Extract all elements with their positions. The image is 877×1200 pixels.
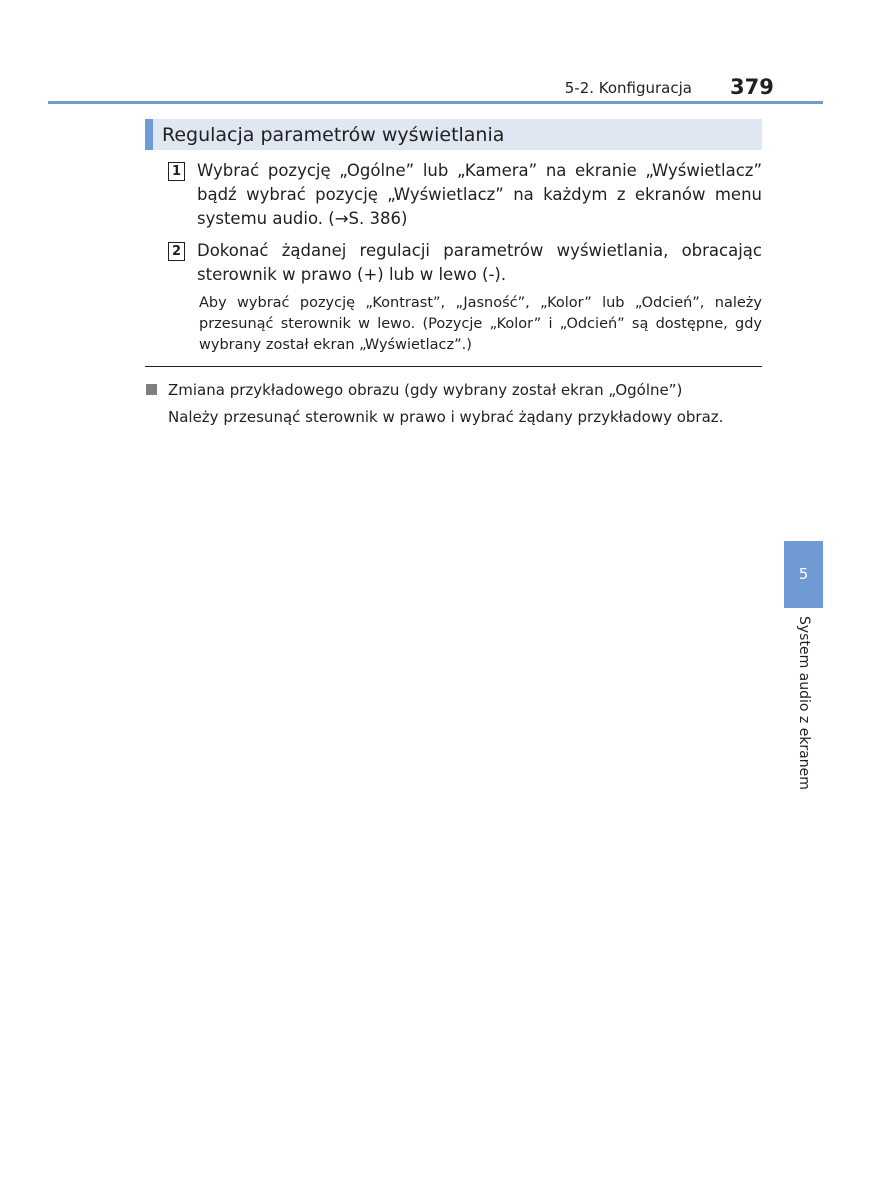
step-note-2: Aby wybrać pozycję „Kontrast”, „Jasność”, „Kolor” lub „Odcień”, należy przesunąć sterownik w lewo. (Pozycje „Kolor” i „Odcień” są dostępne, gdy wybrany został ekran „Wyświetlacz”.) (199, 295, 762, 353)
chapter-number: 5 (798, 565, 809, 583)
step-text-2: Dokonać żądanej regulacji parametrów wyświetlania, obracając sterownik w prawo (+) lub w lewo (-). (197, 241, 762, 284)
step-1 (168, 159, 762, 231)
step-number-2: 2 (168, 242, 185, 261)
chapter-title: System audio z ekranem (796, 616, 812, 790)
info-square-icon (146, 384, 157, 395)
section-divider (145, 366, 762, 367)
chapter-tab (784, 541, 823, 608)
header-rule (48, 101, 823, 104)
section-title: Regulacja parametrów wyświetlania (162, 124, 505, 146)
step-number-1: 1 (168, 162, 185, 181)
section-title-bar (145, 119, 762, 150)
step-2 (168, 239, 762, 356)
page-number: 379 (730, 75, 774, 99)
info-body: Należy przesunąć sterownik w prawo i wybrać żądany przykładowy obraz. (168, 408, 724, 426)
info-heading: Zmiana przykładowego obrazu (gdy wybrany został ekran „Ogólne”) (168, 381, 683, 399)
running-header-section: 5-2. Konfiguracja (564, 79, 692, 97)
section-title-accent (145, 119, 153, 150)
step-text-1: Wybrać pozycję „Ogólne” lub „Kamera” na ekranie „Wyświetlacz” bądź wybrać pozycję „Wyświetlacz” na każdym z ekranów menu systemu audio. (→S. 386) (197, 161, 762, 228)
